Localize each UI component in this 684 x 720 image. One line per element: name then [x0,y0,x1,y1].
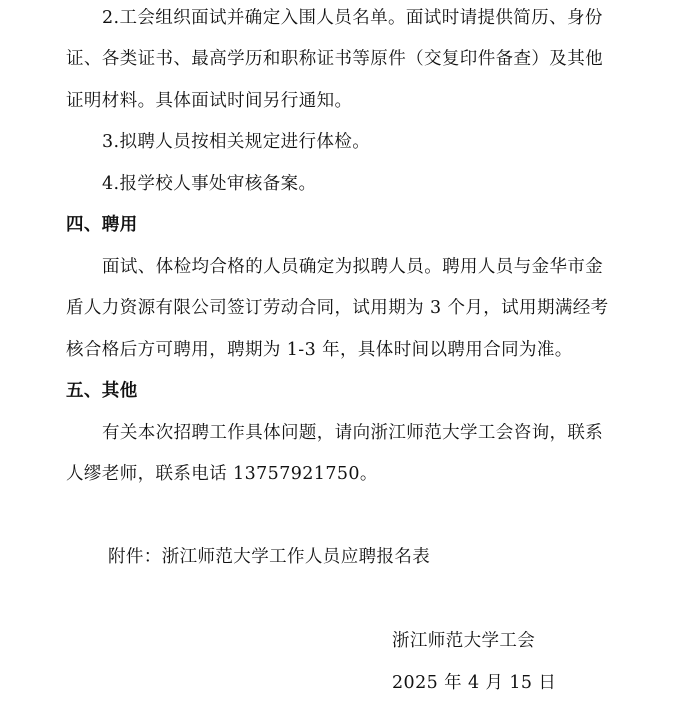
section-heading-hiring: 四、聘用 [66,215,138,235]
paragraph-line: 核合格后方可聘用，聘期为 1-3 年，具体时间以聘用合同为准。 [66,340,573,360]
paragraph-line: 证明材料。具体面试时间另行通知。 [66,91,353,111]
paragraph-line: 证、各类证书、最高学历和职称证书等原件（交复印件备查）及其他 [66,49,603,69]
paragraph-line: 2.工会组织面试并确定入围人员名单。面试时请提供简历、身份 [102,8,603,28]
paragraph-line: 4.报学校人事处审核备案。 [102,174,317,194]
signature-organization: 浙江师范大学工会 [392,631,536,651]
paragraph-line: 面试、体检均合格的人员确定为拟聘人员。聘用人员与金华市金 [102,257,604,277]
paragraph-line: 人缪老师，联系电话 13757921750。 [66,464,378,484]
paragraph-line: 3.拟聘人员按相关规定进行体检。 [102,132,371,152]
section-heading-other: 五、其他 [66,381,138,401]
paragraph-line: 有关本次招聘工作具体问题，请向浙江师范大学工会咨询，联系 [102,423,604,443]
attachment-note: 附件：浙江师范大学工作人员应聘报名表 [108,547,431,567]
signature-date: 2025 年 4 月 15 日 [392,673,557,693]
paragraph-line: 盾人力资源有限公司签订劳动合同，试用期为 3 个月，试用期满经考 [66,298,609,318]
